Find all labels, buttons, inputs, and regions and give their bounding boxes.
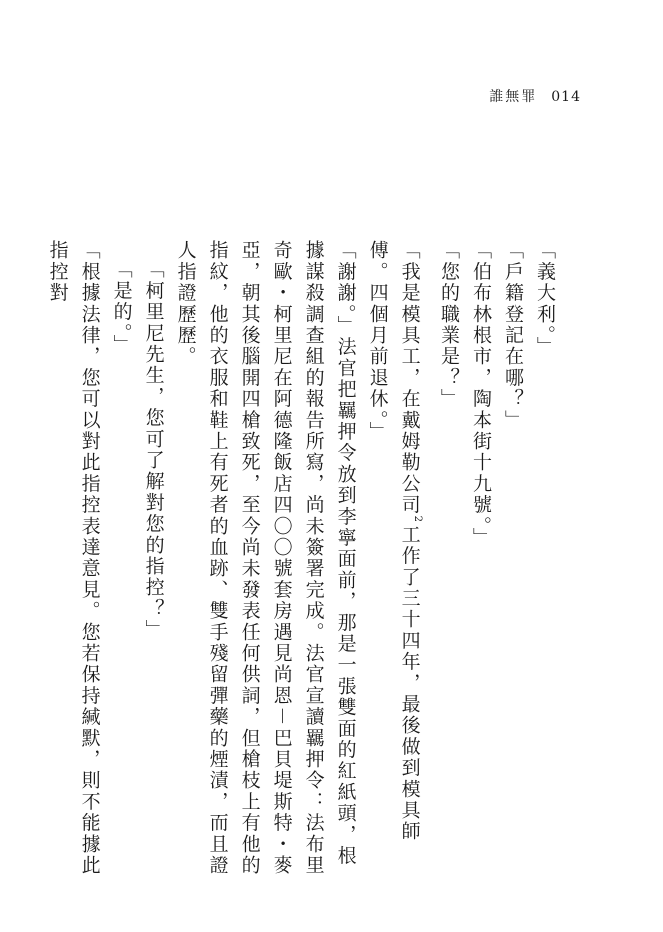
paragraph [362,240,433,880]
paragraph: 「是的。」 [110,259,133,356]
paragraph: 「您的職業是？」 [438,240,460,410]
running-header [489,86,581,106]
paragraph: 「伯布林根市，陶本街十九號。」 [470,240,492,549]
paragraph: 「戶籍登記在哪？」 [502,240,524,431]
paragraph: 「謝謝。」法官把羈押令放到李寧面前，那是一張雙面的紅紙頭，根據謀殺調查組的報告所寫，尚未簽署完成。法官宣讀羈押令：法布里奇歐・柯里尼在阿德隆飯店四〇〇號套房遇見尚恩－巴貝堤斯特・麥亞，朝其後腦開四槍致死，至今尚未發表任何供詞，但槍枝上有他的指紋，他的衣服和鞋上有死者的血跡、雙手殘留彈藥的煙漬，而且證人指證歷歷。 [174,240,357,876]
running-title: 誰無罪 [489,89,538,105]
body-text [46,240,561,880]
footnote-marker: 2 [412,515,423,525]
paragraph: 「柯里尼先生，您可了解對您的指控？」 [142,259,165,641]
paragraph: 「根據法律，您可以對此指控表達意見。您若保持緘默，則不能據此指控對 [46,240,101,876]
page-number: 014 [551,89,581,105]
paragraph: 「義大利。」 [534,240,556,358]
paragraph-text: 「我是模具工，在戴姆勒公司 [398,240,421,516]
paragraph-text: 工作了三十四年，最後做到模具師傅。四個月前退休。」 [366,240,421,843]
